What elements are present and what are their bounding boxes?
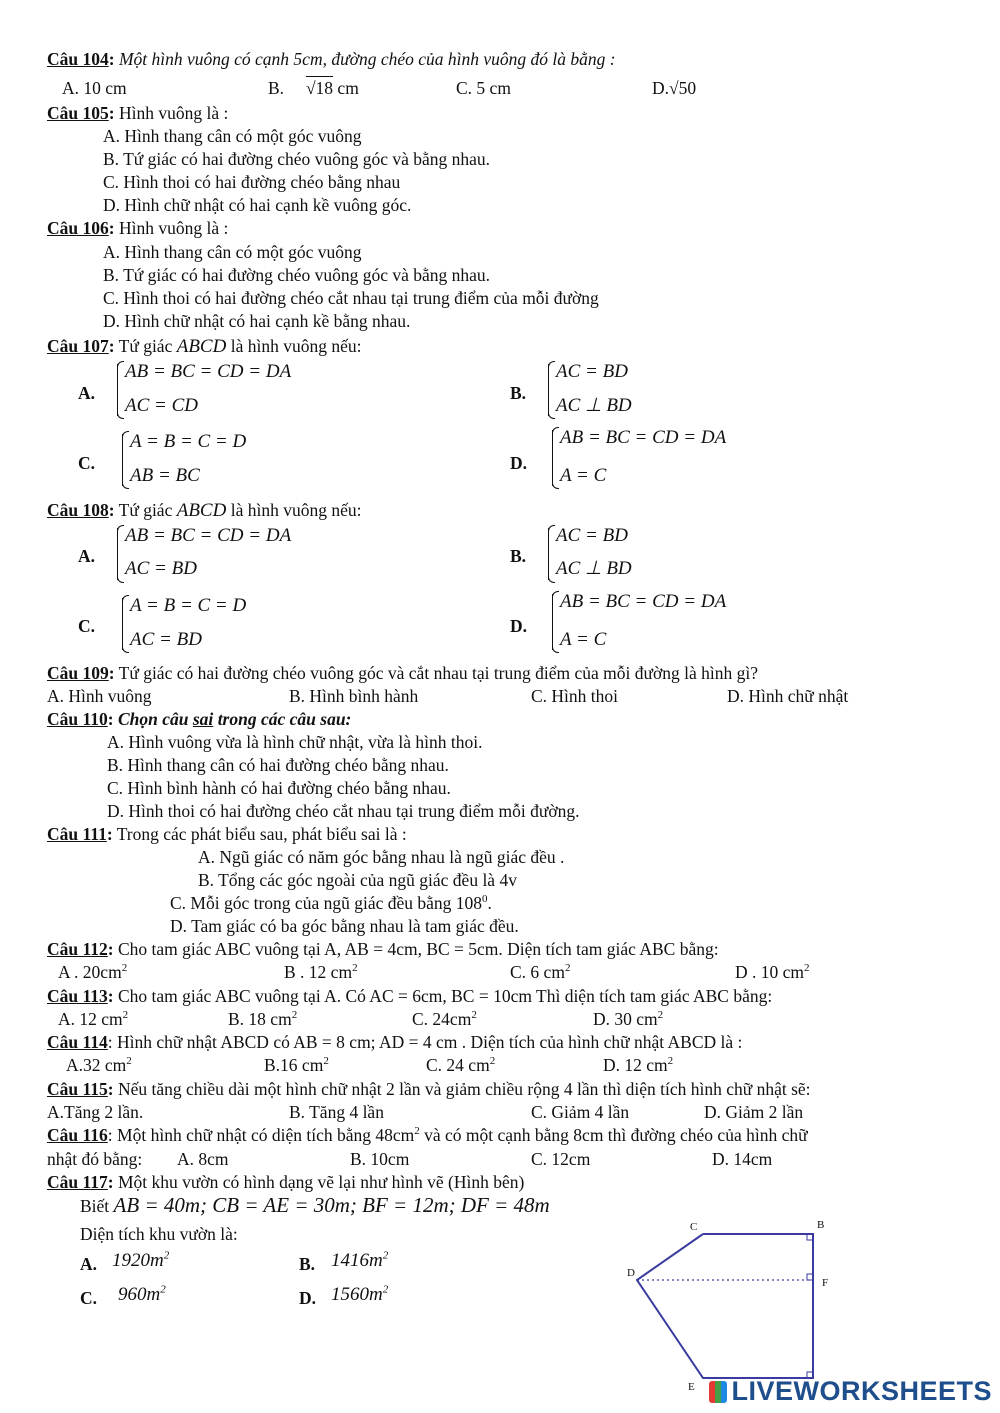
- garden-figure: [600, 1210, 860, 1400]
- quad-name: ABCD: [176, 500, 227, 521]
- question-116-cont: nhật đó bằng:: [47, 1149, 143, 1169]
- option-d: D. 12 $cm^2$: [603, 1055, 674, 1075]
- option-d-label: D.: [510, 616, 528, 636]
- question-text: Nếu tăng chiều dài một hình chữ nhật 2 lần và giảm chiều rộng 4 lần thì diện tích hình chữ nhật sẽ:: [117, 1079, 811, 1099]
- question-116: Câu 116: Một hình chữ nhật có diện tích bằng $48cm^2$ và có một cạnh bằng 8cm thì đường chéo của hình chữ: [47, 1125, 808, 1145]
- option-d: D. 30 $cm^2$: [593, 1009, 664, 1029]
- question-112: Câu 112: Cho tam giác ABC vuông tại A, AB = 4cm, BC = 5cm. Diện tích tam giác ABC bằng:: [47, 939, 719, 959]
- question-text: Hình chữ nhật ABCD có AB = 8 cm; AD = 4 cm . Diện tích của hình chữ nhật ABCD là :: [117, 1032, 743, 1052]
- point-e-label: E: [688, 1381, 695, 1393]
- option-b-label: B.: [510, 383, 527, 403]
- option-c: C. Hình thoi có hai đường chéo cắt nhau tại trung điểm của mỗi đường: [103, 288, 599, 308]
- point-c-label: C: [690, 1221, 698, 1233]
- option-d: D. Hình chữ nhật: [727, 686, 849, 706]
- question-label: Câu 110: [47, 709, 108, 729]
- question-label: Câu 105: [47, 103, 109, 123]
- condition-1: A = B = C = D: [130, 431, 247, 452]
- condition-1: AC = BD: [556, 525, 628, 546]
- option-a: A. 12 $cm^2$: [58, 1009, 129, 1029]
- condition-1: AB = BC = CD = DA: [560, 591, 727, 612]
- option-d: $1560m^2$: [331, 1283, 389, 1305]
- condition-2: AC = BD: [125, 558, 197, 579]
- option-d: D.√50: [652, 78, 697, 98]
- question-label: Câu 106: [47, 218, 109, 238]
- option-d-label: D.: [510, 453, 528, 473]
- question-text: Cho tam giác ABC vuông tại A, AB = 4cm, BC = 5cm. Diện tích tam giác ABC bằng:: [117, 939, 719, 959]
- option-c-label: C.: [78, 616, 96, 636]
- option-c: C. Hình thoi: [531, 686, 619, 706]
- question-text: Cho tam giác ABC vuông tại A. Có AC = 6cm, BC = 10cm Thì diện tích tam giác ABC bằng:: [117, 986, 773, 1006]
- option-c: C. 24 $cm^2$: [426, 1055, 496, 1075]
- option-d: D. Hình chữ nhật có hai cạnh kề vuông góc.: [103, 195, 412, 215]
- brand-logo[interactable]: LIVEWORKSHEETS: [709, 1376, 992, 1407]
- question-105: Câu 105: Hình vuông là :: [47, 103, 229, 123]
- option-a: A.Tăng 2 lần.: [47, 1102, 144, 1122]
- question-114: Câu 114: Hình chữ nhật ABCD có AB = 8 cm; AD = 4 cm . Diện tích của hình chữ nhật ABCD là :: [47, 1032, 743, 1052]
- option-b: $1416m^2$: [331, 1249, 389, 1271]
- condition-1: AC = BD: [556, 361, 628, 382]
- option-b-label: B.: [510, 546, 527, 566]
- option-a: A. Ngũ giác có năm góc bằng nhau là ngũ giác đều .: [198, 847, 565, 867]
- liveworksheets-icon: [709, 1381, 727, 1403]
- question-label: Câu 115: [47, 1079, 108, 1099]
- question-label: Câu 112: [47, 939, 108, 959]
- question-label: Câu 113: [47, 986, 108, 1006]
- question-113: Câu 113: Cho tam giác ABC vuông tại A. Có AC = 6cm, BC = 10cm Thì diện tích tam giác ABC bằng:: [47, 986, 773, 1006]
- point-d-label: D: [627, 1267, 635, 1279]
- question-label: Câu 104: [47, 49, 109, 69]
- question-text: Một khu vườn có hình dạng vẽ lại như hình vẽ (Hình bên): [117, 1172, 525, 1192]
- sqrt-value: √18: [305, 78, 334, 98]
- option-b: B. Hình bình hành: [289, 686, 419, 706]
- condition-1: AB = BC = CD = DA: [125, 525, 292, 546]
- question-107: Câu 107: Tứ giác ABCD là hình vuông nếu:: [47, 336, 362, 357]
- option-b: B.16 $cm^2$: [264, 1055, 329, 1075]
- option-c-label: C.: [78, 453, 96, 473]
- quad-name: ABCD: [176, 336, 227, 357]
- condition-2: A = C: [560, 629, 607, 650]
- option-b-label: B.: [299, 1254, 316, 1274]
- question-label: Câu 109: [47, 663, 109, 683]
- option-d: D . 10 $cm^2$: [735, 962, 810, 982]
- option-d: D. Tam giác có ba góc bằng nhau là tam giác đều.: [170, 916, 519, 936]
- question-110: Câu 110: Chọn câu sai trong các câu sau:: [47, 709, 352, 729]
- question-117: Câu 117: Một khu vườn có hình dạng vẽ lại như hình vẽ (Hình bên): [47, 1172, 525, 1192]
- option-b: B. Tổng các góc ngoài của ngũ giác đều là 4v: [198, 870, 517, 890]
- question-text: Hình vuông là :: [118, 218, 229, 238]
- option-c: $960m^2$: [118, 1283, 166, 1305]
- option-a: A. Hình thang cân có một góc vuông: [103, 126, 362, 146]
- question-label: Câu 114: [47, 1032, 108, 1052]
- option-c: C. Mỗi góc trong của ngũ giác đều bằng $108^0$.: [170, 893, 492, 913]
- question-115: Câu 115: Nếu tăng chiều dài một hình chữ nhật 2 lần và giảm chiều rộng 4 lần thì diện tích hình chữ nhật sẽ:: [47, 1079, 811, 1099]
- option-b: B. 18 $cm^2$: [228, 1009, 298, 1029]
- option-c: C. Hình bình hành có hai đường chéo bằng nhau.: [107, 778, 451, 798]
- condition-1: AB = BC = CD = DA: [560, 427, 727, 448]
- option-c: C. 6 $cm^2$: [510, 962, 571, 982]
- option-d: D. Hình chữ nhật có hai cạnh kề bằng nhau.: [103, 311, 411, 331]
- option-c: C. 5 cm: [456, 78, 511, 98]
- ask-text: Diện tích khu vườn là:: [80, 1224, 238, 1244]
- question-label: Câu 107: [47, 336, 109, 356]
- option-a: A. Hình vuông vừa là hình chữ nhật, vừa là hình thoi.: [107, 732, 483, 752]
- question-text: Trong các phát biểu sau, phát biểu sai là :: [116, 824, 407, 844]
- option-b: B. 10cm: [350, 1149, 410, 1169]
- point-b-label: B: [817, 1219, 825, 1231]
- option-c: C. Hình thoi có hai đường chéo bằng nhau: [103, 172, 401, 192]
- option-c: C. $24cm^2$: [412, 1009, 477, 1029]
- option-d: D. 14cm: [712, 1149, 773, 1169]
- question-108: Câu 108: Tứ giác ABCD là hình vuông nếu:: [47, 500, 362, 521]
- emphasis-word: sai: [192, 709, 214, 729]
- question-106: Câu 106: Hình vuông là :: [47, 218, 229, 238]
- question-104: Câu 104: Một hình vuông có cạnh 5cm, đường chéo của hình vuông đó là bằng :: [47, 49, 616, 69]
- option-d: D. Giảm 2 lần: [704, 1102, 804, 1122]
- condition-1: A = B = C = D: [130, 595, 247, 616]
- option-d: D. Hình thoi có hai đường chéo cắt nhau tại trung điểm mỗi đường.: [107, 801, 580, 821]
- condition-1: AB = BC = CD = DA: [125, 361, 292, 382]
- condition-2: AC = CD: [125, 395, 198, 416]
- question-label: Câu 111: [47, 824, 107, 844]
- question-label: Câu 117: [47, 1172, 108, 1192]
- option-a: A. 10 cm: [62, 78, 127, 98]
- question-label: Câu 108: [47, 500, 109, 520]
- option-b: B. Tứ giác có hai đường chéo vuông góc và bằng nhau.: [103, 265, 491, 285]
- option-b: B . 12 $cm^2$: [284, 962, 358, 982]
- condition-2: A = C: [560, 465, 607, 486]
- condition-2: AB = BC: [130, 465, 200, 486]
- question-label: Câu 116: [47, 1125, 108, 1145]
- condition-2: AC ⊥ BD: [556, 558, 632, 579]
- question-text: Một hình vuông có cạnh 5cm, đường chéo của hình vuông đó là bằng :: [118, 49, 616, 69]
- option-a: A. Hình thang cân có một góc vuông: [103, 242, 362, 262]
- question-text: Hình vuông là :: [118, 103, 229, 123]
- option-c: C. Giảm 4 lần: [531, 1102, 630, 1122]
- option-a: A. Hình vuông: [47, 686, 152, 706]
- option-c-label: C.: [80, 1288, 98, 1308]
- point-f-label: F: [822, 1277, 829, 1289]
- condition-2: AC = BD: [130, 629, 202, 650]
- question-109: Câu 109: Tứ giác có hai đường chéo vuông góc và cắt nhau tại trung điểm của mỗi đường là hình gì?: [47, 663, 758, 683]
- option-d-label: D.: [299, 1288, 317, 1308]
- given-data: Biết AB = 40m; CB = AE = 30m; BF = 12m; DF = 48m: [80, 1193, 550, 1217]
- option-a: A.32 $cm^2$: [66, 1055, 132, 1075]
- option-a: A. 8cm: [177, 1149, 229, 1169]
- option-a-label: A.: [78, 383, 96, 403]
- condition-2: AC ⊥ BD: [556, 395, 632, 416]
- option-b: B. Tứ giác có hai đường chéo vuông góc và bằng nhau.: [103, 149, 491, 169]
- option-a: A . $20cm^2$: [58, 962, 128, 982]
- question-111: Câu 111: Trong các phát biểu sau, phát biểu sai là :: [47, 824, 407, 844]
- option-a: $1920m^2$: [112, 1249, 170, 1271]
- option-b: B. √18 cm: [268, 78, 359, 98]
- question-text: Tứ giác có hai đường chéo vuông góc và cắt nhau tại trung điểm của mỗi đường là hình gì?: [118, 663, 758, 683]
- option-b: B. Hình thang cân có hai đường chéo bằng nhau.: [107, 755, 449, 775]
- option-a-label: A.: [80, 1254, 98, 1274]
- option-b: B. Tăng 4 lần: [289, 1102, 384, 1122]
- option-a-label: A.: [78, 546, 96, 566]
- option-c: C. 12cm: [531, 1149, 591, 1169]
